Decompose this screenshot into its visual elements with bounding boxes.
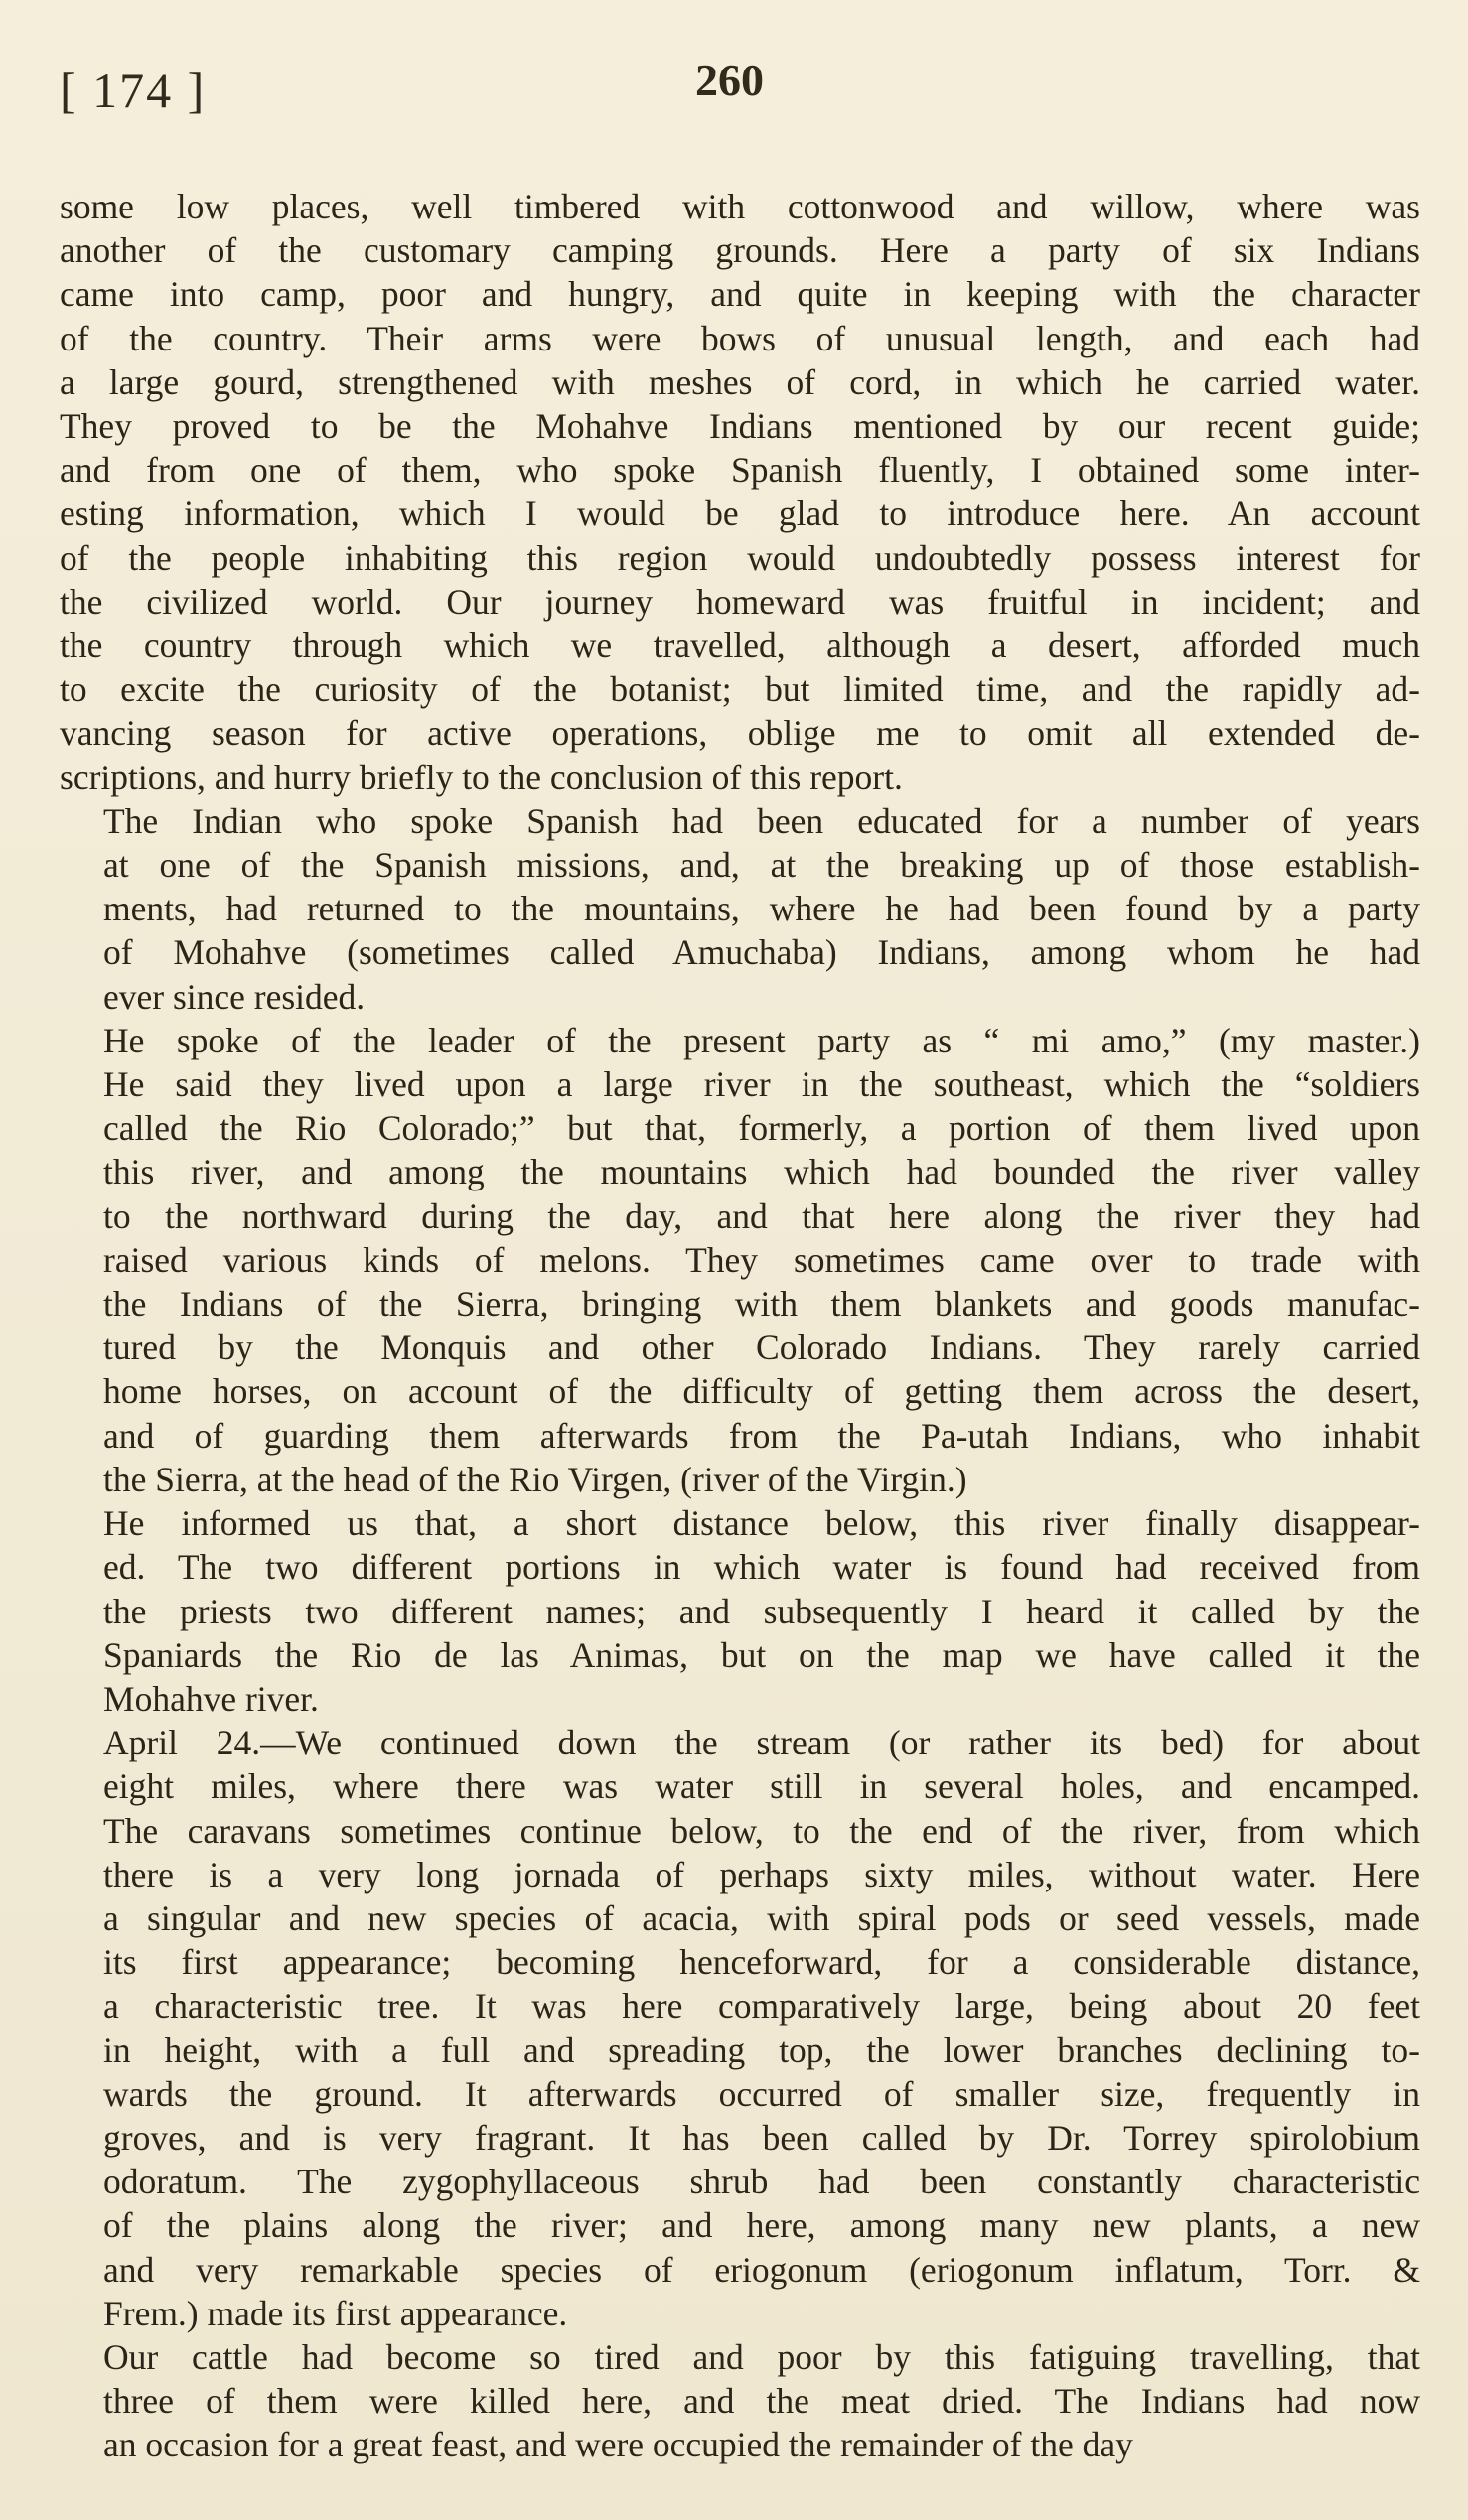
- text-line: the country through which we travelled, although a desert, afforded much: [60, 626, 1420, 666]
- text-line: esting information, which I would be glad to introduce here. An account: [60, 493, 1420, 534]
- page-header: [60, 40, 1408, 119]
- text-line: He informed us that, a short distance below, this river finally disappear-: [103, 1503, 1420, 1544]
- text-line: the Sierra, at the head of the Rio Virgen, (river of the Virgin.): [103, 1459, 967, 1499]
- text-line: They proved to be the Mohahve Indians mentioned by our recent guide;: [60, 406, 1420, 447]
- text-line: odoratum. The zygophyllaceous shrub had been constantly characteristic: [103, 2162, 1420, 2202]
- text-line: vancing season for active operations, oblige me to omit all extended de-: [60, 713, 1420, 754]
- paragraph: [60, 185, 1420, 799]
- text-line: in height, with a full and spreading top, the lower branches declining to-: [103, 2030, 1420, 2070]
- text-line: a large gourd, strengthened with meshes of cord, in which he carried water.: [60, 361, 1420, 402]
- body-text: [60, 185, 1420, 2467]
- text-line: eight miles, where there was water still in several holes, and encamped.: [103, 1766, 1420, 1807]
- text-line: home horses, on account of the difficulty of getting them across the desert,: [103, 1371, 1420, 1412]
- text-line: ever since resided.: [103, 976, 366, 1017]
- text-line: at one of the Spanish missions, and, at the breaking up of those establish-: [103, 845, 1420, 886]
- text-line: another of the customary camping grounds. Here a party of six Indians: [60, 230, 1420, 271]
- text-line: three of them were killed here, and the meat dried. The Indians had now: [103, 2381, 1420, 2422]
- text-line: He spoke of the leader of the present party as “ mi amo,” (my master.): [103, 1020, 1420, 1060]
- text-line: ments, had returned to the mountains, where he had been found by a party: [103, 889, 1420, 929]
- text-line: The Indian who spoke Spanish had been educated for a number of years: [103, 800, 1420, 841]
- text-line: this river, and among the mountains which had bounded the river valley: [103, 1152, 1420, 1192]
- text-line: Spaniards the Rio de las Animas, but on the map we have called it the: [103, 1634, 1420, 1675]
- text-line: groves, and is very fragrant. It has been called by Dr. Torrey spirolobium: [103, 2117, 1420, 2158]
- paragraph: [60, 1721, 1420, 2335]
- paragraph: [60, 1019, 1420, 1501]
- text-line: the Indians of the Sierra, bringing with them blankets and goods manufac-: [103, 1284, 1420, 1325]
- text-line: an occasion for a great feast, and were occupied the remainder of the day: [103, 2425, 1133, 2465]
- text-line: raised various kinds of melons. They sometimes came over to trade with: [103, 1239, 1420, 1280]
- text-line: to excite the curiosity of the botanist; but limited time, and the rapidly ad-: [60, 669, 1420, 710]
- text-line: He said they lived upon a large river in the southeast, which the “soldiers: [103, 1064, 1420, 1105]
- text-line: Frem.) made its first appearance.: [103, 2293, 568, 2333]
- text-line: of Mohahve (sometimes called Amuchaba) Indians, among whom he had: [103, 932, 1420, 973]
- text-line: came into camp, poor and hungry, and quite in keeping with the character: [60, 274, 1420, 315]
- text-line: of the country. Their arms were bows of unusual length, and each had: [60, 318, 1420, 358]
- text-line: Our cattle had become so tired and poor by this fatiguing travelling, that: [103, 2336, 1420, 2377]
- page-number: 260: [695, 55, 764, 105]
- paragraph: [60, 2335, 1420, 2467]
- text-line: the civilized world. Our journey homeward was fruitful in incident; and: [60, 581, 1420, 622]
- text-line: Mohahve river.: [103, 1678, 319, 1719]
- paragraph: [60, 799, 1420, 1019]
- text-line: some low places, well timbered with cottonwood and willow, where was: [60, 187, 1420, 226]
- text-line: ed. The two different portions in which water is found had received from: [103, 1547, 1420, 1588]
- text-line: called the Rio Colorado;” but that, formerly, a portion of them lived upon: [103, 1108, 1420, 1149]
- text-line: a singular and new species of acacia, with spiral pods or seed vessels, made: [103, 1897, 1420, 1938]
- text-line: there is a very long jornada of perhaps sixty miles, without water. Here: [103, 1854, 1420, 1894]
- text-line: a characteristic tree. It was here comparatively large, being about 20 feet: [103, 1986, 1420, 2027]
- text-line: of the plains along the river; and here, among many new plants, a new: [103, 2205, 1420, 2246]
- bracketed-page-number: [ 174 ]: [60, 63, 207, 118]
- text-line: the priests two different names; and subsequently I heard it called by the: [103, 1591, 1420, 1631]
- text-line: and of guarding them afterwards from the Pa-utah Indians, who inhabit: [103, 1415, 1420, 1456]
- text-line: its first appearance; becoming henceforward, for a considerable distance,: [103, 1942, 1420, 1983]
- text-line: April 24.—We continued down the stream (or rather its bed) for about: [103, 1723, 1420, 1763]
- text-line: wards the ground. It afterwards occurred of smaller size, frequently in: [103, 2073, 1420, 2114]
- text-line: and from one of them, who spoke Spanish fluently, I obtained some inter-: [60, 450, 1420, 490]
- text-line: to the northward during the day, and that here along the river they had: [103, 1195, 1420, 1236]
- text-line: of the people inhabiting this region would undoubtedly possess interest for: [60, 537, 1420, 578]
- text-line: The caravans sometimes continue below, to the end of the river, from which: [103, 1810, 1420, 1851]
- text-line: tured by the Monquis and other Colorado Indians. They rarely carried: [103, 1328, 1420, 1368]
- paragraph: [60, 1501, 1420, 1721]
- text-line: and very remarkable species of eriogonum (eriogonum inflatum, Torr. &: [103, 2249, 1420, 2290]
- text-line: scriptions, and hurry briefly to the conclusion of this report.: [60, 757, 903, 797]
